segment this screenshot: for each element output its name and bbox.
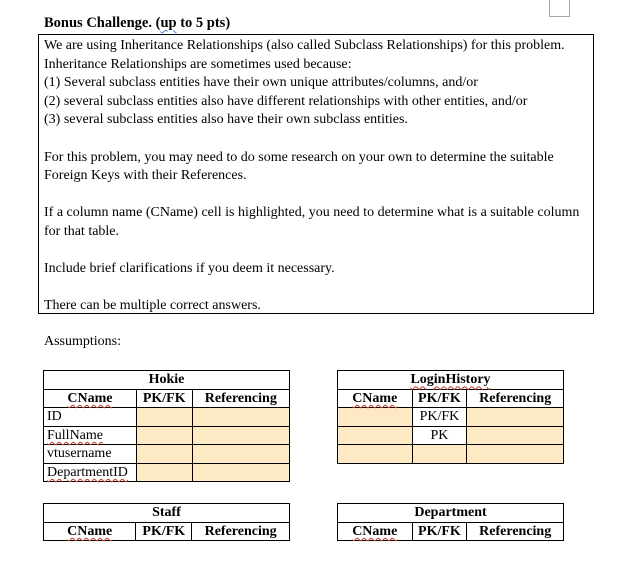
department-title: Department — [338, 504, 564, 523]
pkfk-header: PK/FK — [412, 522, 467, 541]
pkfk-header: PK/FK — [136, 522, 192, 541]
cname-cell[interactable]: ID — [44, 408, 137, 427]
prompt-line: If a column name (CName) cell is highlighted, you need to determine what is a suitable column — [44, 205, 580, 221]
cname-header: CName — [67, 390, 113, 406]
cname-cell[interactable] — [338, 426, 413, 445]
prompt-line: (1) Several subclass entities have their own unique attributes/columns, and/or — [44, 75, 478, 91]
referencing-cell[interactable] — [192, 463, 289, 482]
pkfk-cell[interactable] — [136, 426, 192, 445]
referencing-header: Referencing — [192, 522, 290, 541]
pkfk-cell[interactable]: PK — [412, 426, 467, 445]
referencing-cell[interactable] — [192, 408, 289, 427]
referencing-header: Referencing — [467, 389, 564, 408]
pkfk-cell[interactable]: PK/FK — [412, 408, 467, 427]
prompt-line: (2) several subclass entities also have different relationships with other entities, and/or — [44, 93, 528, 109]
table-row — [338, 408, 564, 427]
pkfk-cell[interactable] — [136, 408, 192, 427]
instructions-box — [38, 34, 594, 314]
cname-cell[interactable] — [338, 445, 413, 464]
cname-header: CName — [352, 523, 398, 539]
referencing-header: Referencing — [467, 522, 564, 541]
prompt-line: Foreign Keys with their References. — [44, 168, 247, 184]
staff-title: Staff — [44, 504, 290, 523]
pkfk-cell[interactable] — [136, 445, 192, 464]
prompt-line: For this problem, you may need to do some research on your own to determine the suitable — [44, 149, 554, 165]
cname-header: CName — [67, 523, 113, 539]
pkfk-header: PK/FK — [136, 389, 192, 408]
prompt-line: Inheritance Relationships are sometimes used because: — [44, 56, 352, 72]
prompt-line: There can be multiple correct answers. — [44, 298, 261, 314]
referencing-cell[interactable] — [467, 445, 564, 464]
table-row — [338, 426, 564, 445]
table-row — [338, 445, 564, 464]
corner-box — [549, 0, 570, 17]
hokie-table — [43, 370, 290, 482]
pkfk-header: PK/FK — [412, 389, 467, 408]
cname-cell[interactable]: vtusername — [44, 445, 137, 464]
loginhistory-title: LoginHistory — [410, 372, 491, 388]
prompt-line: We are using Inheritance Relationships (also called Subclass Relationships) for this problem. — [44, 38, 565, 53]
table-row — [44, 426, 290, 445]
cname-cell[interactable]: FullName — [47, 427, 103, 443]
cname-cell[interactable] — [338, 408, 413, 427]
cname-header: CName — [352, 390, 398, 406]
table-row — [44, 408, 290, 427]
table-row — [44, 463, 290, 482]
referencing-cell[interactable] — [467, 426, 564, 445]
hokie-title: Hokie — [44, 371, 290, 390]
loginhistory-table — [337, 370, 564, 464]
pkfk-cell[interactable] — [412, 445, 467, 464]
staff-table — [43, 503, 290, 541]
cname-cell[interactable]: DepartmentID — [47, 464, 128, 480]
referencing-cell[interactable] — [192, 445, 289, 464]
department-table — [337, 503, 564, 541]
prompt-line: (3) several subclass entities also have their own subclass entities. — [44, 112, 408, 128]
prompt-line: for that table. — [44, 223, 120, 239]
referencing-cell[interactable] — [192, 426, 289, 445]
referencing-cell[interactable] — [467, 408, 564, 427]
bonus-heading: Bonus Challenge. (up to 5 pts) — [44, 15, 231, 31]
table-row — [44, 445, 290, 464]
prompt-line: Include brief clarifications if you deem it necessary. — [44, 261, 335, 277]
referencing-header: Referencing — [192, 389, 289, 408]
assumptions-label: Assumptions: — [44, 334, 122, 349]
pkfk-cell[interactable] — [136, 463, 192, 482]
